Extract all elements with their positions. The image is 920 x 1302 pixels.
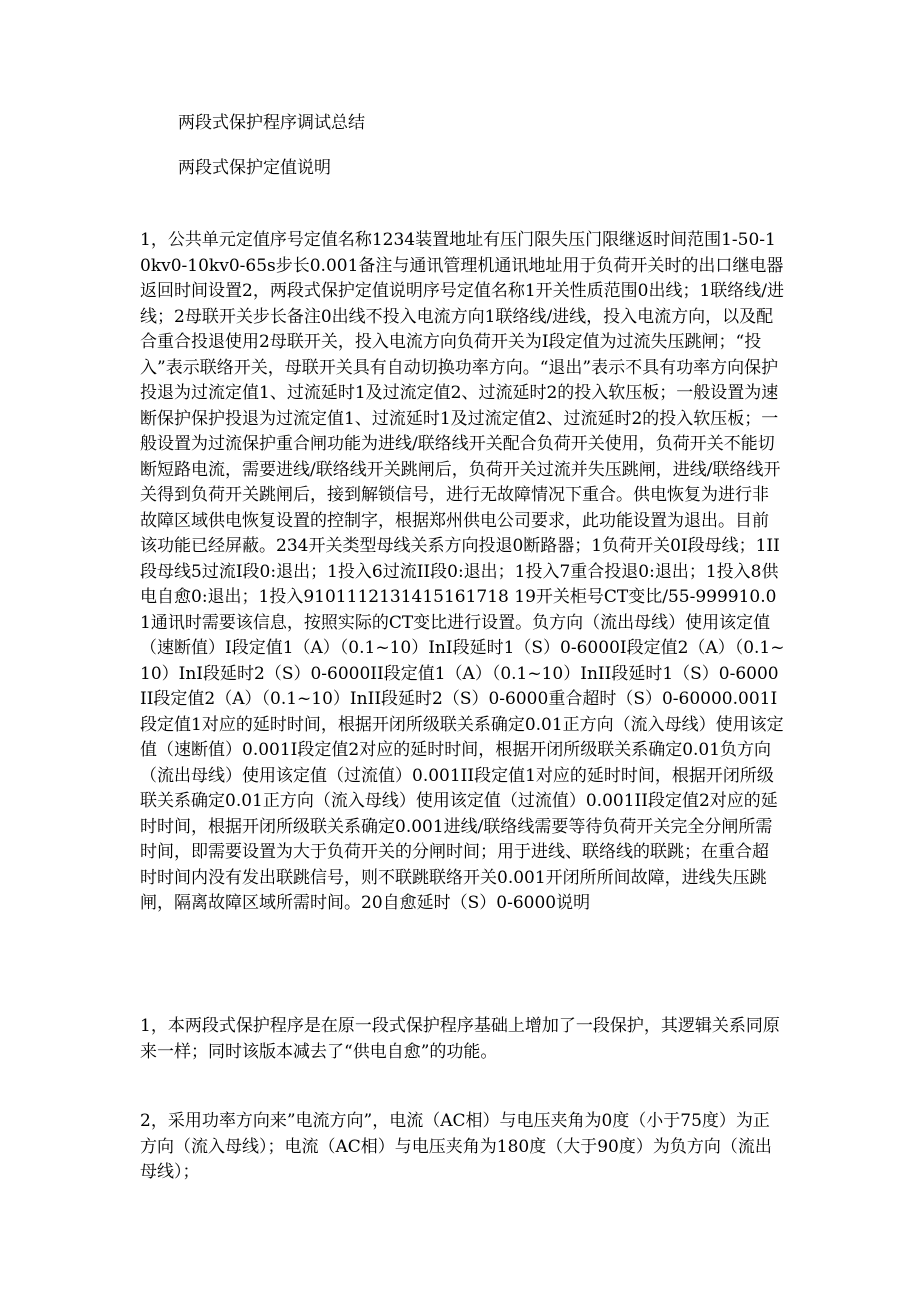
paragraph-note-2: 2，采用功率方向来”电流方向”，电流（AC相）与电压夹角为0度（小于75度）为正方向（流入母线）；电流（AC相）与电压夹角为180度（大于90度）为负方向（流出母线）； xyxy=(140,1111,772,1182)
document-subtitle: 两段式保护定值说明 xyxy=(178,158,331,178)
document-title: 两段式保护程序调试总结 xyxy=(178,113,365,133)
paragraph-note-1: 1，本两段式保护程序是在原一段式保护程序基础上增加了一段保护，其逻辑关系同原来一样；同时该版本减去了“供电自愈”的功能。 xyxy=(140,1016,780,1062)
paragraph-settings-description: 1，公共单元定值序号定值名称1234装置地址有压门限失压门限继返时间范围1-50-10kv0-10kv0-65s步长0.001备注与通讯管理机通讯地址用于负荷开关时的出口继电器返回时间设置2，两段式保护定值说明序号定值名称1开关性质范围0出线；1联络线/进线；2母联开关步长备注0出线不投入电流方向1联络线/进线，投入电流方向，以及配合重合投退使用2母联开关，投入电流方向负荷开关为I段定值为过流失压跳闸；“投入”表示联络开关，母联开关具有自动切换功率方向。“退出”表示不具有功率方向保护投退为过流定值1、过流延时1及过流定值2、过流延时2的投入软压板；一般设置为速断保护保护投退为过流定值1、过流延时1及过流定值2、过流延时2的投入软压板；一般设置为过流保护重合闸功能为进线/联络线开关配合负荷开关使用，负荷开关不能切断短路电流，需要进线/联络线开关跳闸后，负荷开关过流并失压跳闸，进线/联络线开关得到负荷开关跳闸后，接到解锁信号，进行无故障情况下重合。供电恢复为进行非故障区域供电恢复设置的控制字，根据郑州供电公司要求，此功能设置为退出。目前该功能已经屏蔽。234开关类型母线关系方向投退0断路器；1负荷开关0I段母线；1II段母线5过流I段0:退出；1投入6过流II段0:退出；1投入7重合投退0:退出；1投入8供电自愈0:退出；1投入9101112131415161718 19开关柜号CT变比/55-999910.01通讯时需要该信息，按照实际的CT变比进行设置。负方向（流出母线）使用该定值（速断值）I段定值1（A）（0.1~10）InI段延时1（S）0-6000I段定值2（A）（0.1~10）InI段延时2（S）0-6000II段定值1（A）（0.1~10）InII段延时1（S）0-6000II段定值2（A）（0.1~10）InII段延时2（S）0-6000重合超时（S）0-60000.001I段定值1对应的延时时间，根据开闭所级联关系确定0.01正方向（流入母线）使用该定值（速断值）0.001I段定值2对应的延时时间，根据开闭所级联关系确定0.01负方向（流出母线）使用该定值（过流值）0.001II段定值1对应的延时时间，根据开闭所级联关系确定0.01正方向（流入母线）使用该定值（过流值）0.001II段定值2对应的延时时间，根据开闭所级联关系确定0.001进线/联络线需要等待负荷开关完全分闸所需时间，即需要设置为大于负荷开关的分闸时间；用于进线、联络线的联跳；在重合超时时间内没有发出联跳信号，则不联跳联络开关0.001开闭所所间故障，进线失压跳闸，隔离故障区域所需时间。20自愈延时（S）0-6000说明 xyxy=(140,230,785,913)
